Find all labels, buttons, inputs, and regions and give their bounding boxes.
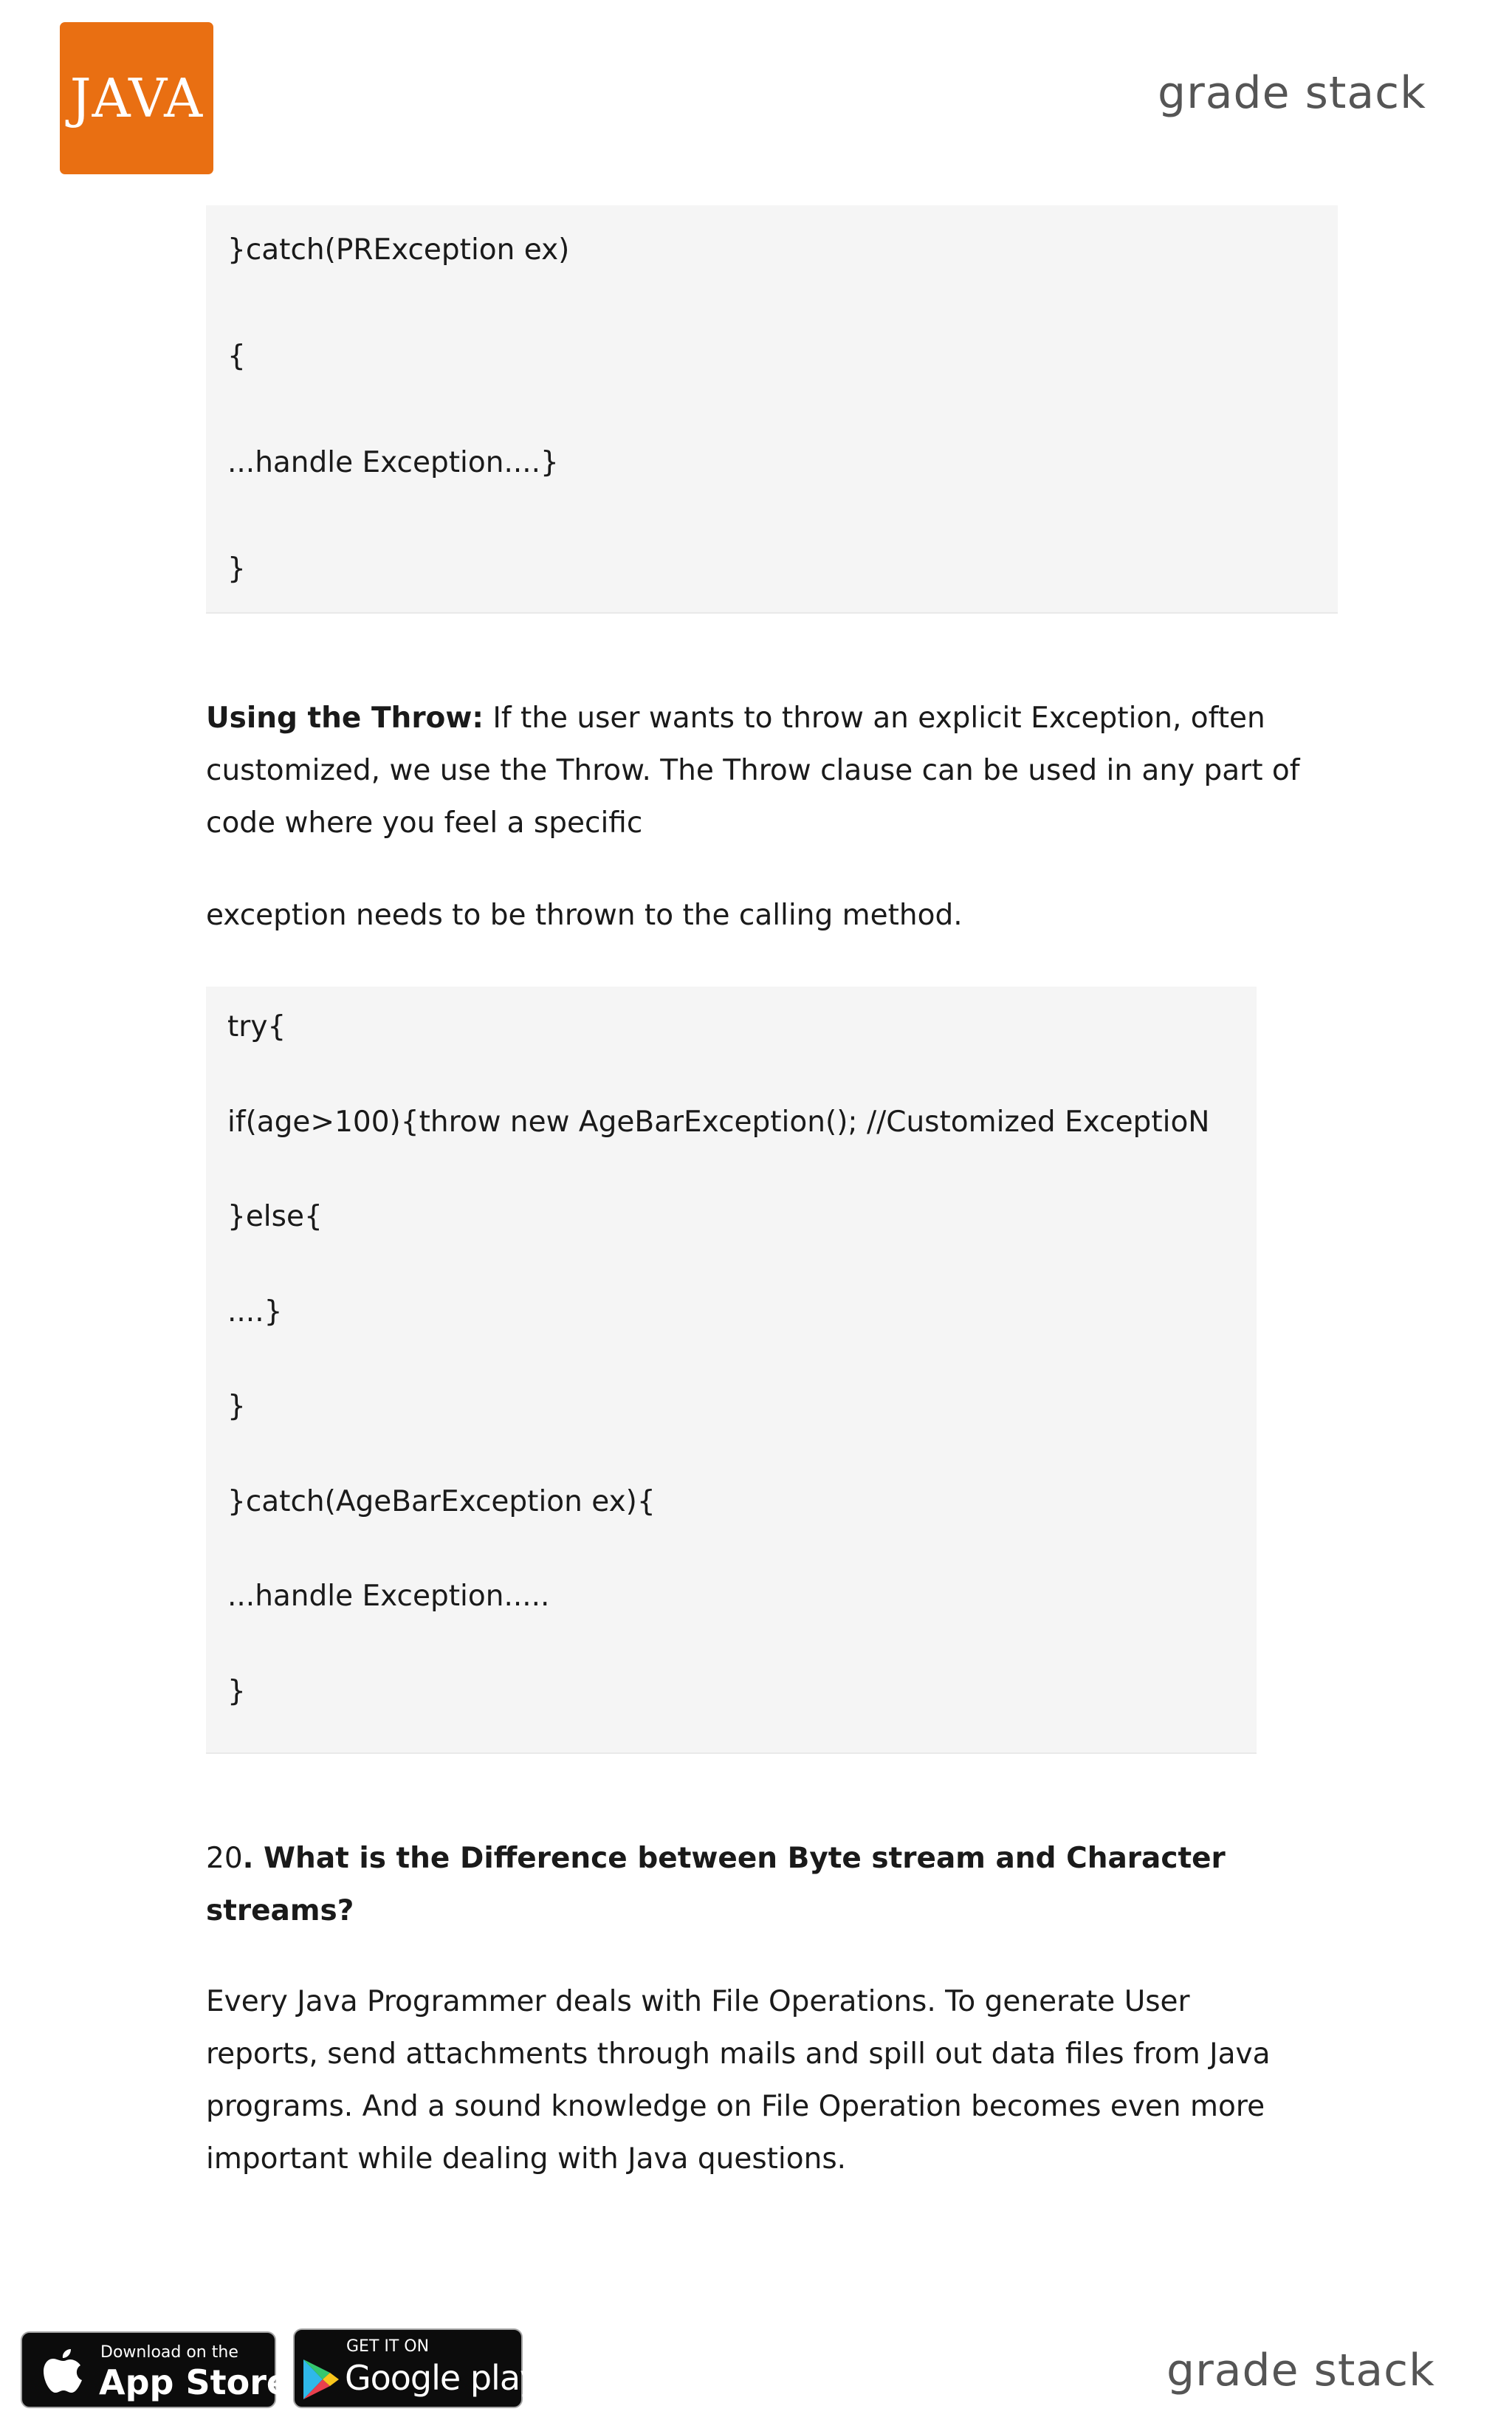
app-store-button[interactable] [21, 2331, 290, 2408]
file-paragraph-line-4: important while dealing with Java questions. [206, 2142, 847, 2176]
google-play-small-text: GET IT ON [346, 2337, 430, 2356]
throw-paragraph-line-3: code where you feel a specific [206, 806, 643, 840]
file-paragraph-line-2: reports, send attachments through mails and spill out data files from Java [206, 2037, 1271, 2071]
google-play-big-text: Google play [345, 2358, 540, 2398]
question-heading-line-1 [206, 1832, 1226, 1885]
gradestack-logo [1158, 67, 1426, 119]
code-line: try{ [227, 1010, 286, 1043]
code-line: ....} [227, 1295, 283, 1329]
google-play-button[interactable] [293, 2328, 540, 2408]
code-line: }catch(AgeBarException ex){ [227, 1485, 656, 1518]
google-play-icon [302, 2358, 340, 2401]
file-paragraph-line-1: Every Java Programmer deals with File Operations. To generate User [206, 1985, 1190, 2018]
app-store-big-text: App Store [99, 2362, 290, 2402]
code-line: ...handle Exception..... [227, 1580, 550, 1613]
question-number: 20 [206, 1842, 243, 1875]
question-text-2: streams? [206, 1894, 354, 1927]
java-logo [60, 22, 213, 174]
code-block-catch [206, 205, 1338, 614]
gradestack-logo-footer-text: grade stack [1166, 2345, 1435, 2396]
apple-icon [43, 2346, 84, 2395]
code-line: }else{ [227, 1200, 323, 1233]
java-logo-text: JAVA [69, 67, 204, 129]
code-line: } [227, 552, 246, 586]
question-heading-line-2 [206, 1885, 354, 1937]
throw-paragraph-line-1 [206, 692, 1265, 744]
throw-paragraph-line-2: customized, we use the Throw. The Throw clause can be used in any part of [206, 754, 1300, 787]
code-block-try-throw [206, 987, 1257, 1754]
question-text: . What is the Difference between Byte stream and Character [242, 1842, 1226, 1875]
code-line: if(age>100){throw new AgeBarException(); //Customized ExceptioN [227, 1106, 1210, 1139]
code-line: }catch(PRException ex) [227, 233, 570, 267]
throw-paragraph-line-4: exception needs to be thrown to the calling method. [206, 899, 963, 932]
code-line: { [227, 340, 246, 373]
code-line: ...handle Exception....} [227, 446, 559, 479]
file-paragraph-line-3: programs. And a sound knowledge on File Operation becomes even more [206, 2090, 1265, 2123]
gradestack-logo-text: grade stack [1158, 67, 1426, 119]
code-line: } [227, 1390, 246, 1423]
throw-text: If the user wants to throw an explicit Exception, often [483, 702, 1265, 735]
throw-lead: Using the Throw: [206, 702, 484, 735]
gradestack-logo-footer [1166, 2345, 1435, 2396]
app-store-small-text: Download on the [100, 2343, 238, 2362]
code-line: } [227, 1675, 246, 1708]
